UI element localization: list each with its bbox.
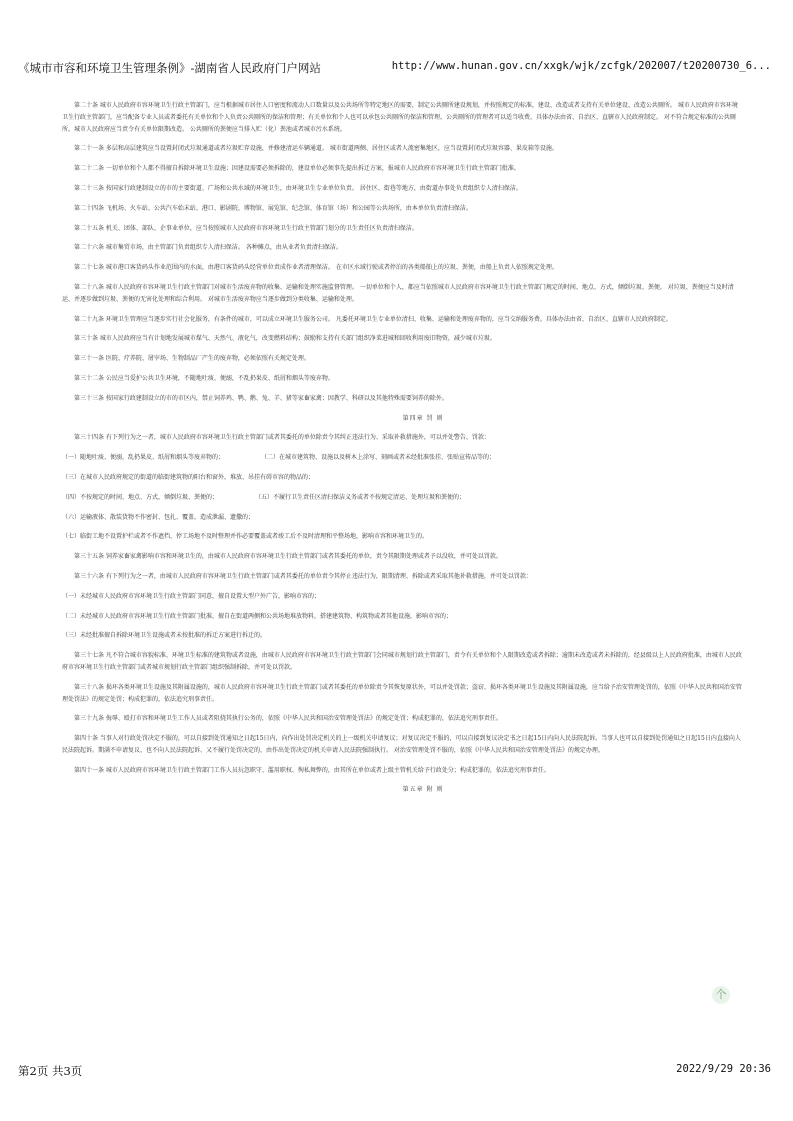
article-34-item-4: （四）不按规定的时间、地点、方式，倾倒垃圾、粪便的； [62, 493, 219, 501]
article-27: 第二十七条 城市港口客货码头作业范围内的水面，由港口客货码头经营单位责成作业者清理保洁。 在市区水域行驶或者停泊的各类船舶上的垃圾、粪便，由船上负责人依照规定处理。 [74, 264, 558, 272]
article-34-intro: 第三十四条 有下列行为之一者，城市人民政府市容环境卫生行政主管部门或者其委托的单位除责令其纠正违法行为、采取补救措施外，可以并处警告、罚款： [74, 434, 490, 442]
article-39: 第三十九条 侮辱、殴打市容和环境卫生工作人员或者阻挠其执行公务的，依照《中华人民共和国治安管理处罚法》的规定处罚；构成犯罪的，依法追究刑事责任。 [74, 715, 502, 723]
print-datetime: 2022/9/29 20:36 [676, 1063, 771, 1075]
article-22: 第二十二条 一切单位和个人都不得擅自拆除环境卫生设施；因建设需要必须拆除的，建设单位必须事先提出拆迁方案，报城市人民政府市容环境卫生行政主管部门批准。 [74, 165, 520, 173]
article-33: 第三十三条 按国家行政建制设立的市的市区内，禁止饲养鸡、鸭、鹅、兔、羊、猪等家畜家禽；因教学、科研以及其他特殊需要饲养的除外。 [74, 394, 448, 402]
regulation-body [62, 100, 742, 796]
article-37: 第三十七条 凡不符合城市容貌标准、环境卫生标准的建筑物或者设施，由城市人民政府市容环境卫生行政主管部门会同城市规划行政主管部门，责令有关单位和个人限期改造或者拆除；逾期未改造或者未拆除的，经县级以上人民政府批准，由城市人民政府市容环境卫生行政主管部门或者城市规划行政主管部门组织强制拆除，并可处以罚款。 [62, 652, 742, 671]
article-34-item-2: （二）在城市建筑物、设施以及树木上涂写、刻画或者未经批准张挂、张贴宣传品等的； [264, 454, 496, 462]
article-30: 第三十条 城市人民政府应当有计划地发展城市煤气、天然气、液化气，改变燃料结构；鼓励和支持有关部门组织净菜进城和回收利用废旧物资，减少城市垃圾。 [74, 335, 496, 343]
page-header-title: 《城市市容和环境卫生管理条例》-湖南省人民政府门户网站 [18, 61, 321, 75]
article-32: 第三十二条 公民应当爱护公共卫生环境，不随地吐痰、便溺，不乱扔果皮、纸屑和烟头等废弃物。 [74, 374, 334, 382]
article-36-item-1: （一）未经城市人民政府市容环境卫生行政主管部门同意，擅自设置大型户外广告，影响市容的； [62, 592, 321, 600]
article-41: 第四十一条 城市人民政府市容环境卫生行政主管部门工作人员玩忽职守、滥用职权、徇私舞弊的，由其所在单位或者上级主管机关给予行政处分；构成犯罪的，依法追究刑事责任。 [74, 766, 550, 774]
article-28: 第二十八条 城市人民政府市容环境卫生行政主管部门对城市生活废弃物的收集、运输和处理实施监督管理。 一切单位和个人，都应当依照城市人民政府市容环境卫生行政主管部门规定的时间、地点、方式，倾倒垃圾、粪便。 对垃圾、粪便应当及时清运，并逐步做到垃圾、粪便的无害化处理和综合利用。 对城市生活废弃物应当逐步做到分类收集、运输和处理。 [62, 283, 734, 303]
article-34-item-7: （七）临街工地不设置护栏或者不作遮挡、停工场地不及时整理并作必要覆盖或者竣工后不及时清理和平整场地，影响市容和环境卫生的。 [62, 533, 429, 541]
article-31: 第三十一条 医院、疗养院、屠宰场、生物制品厂产生的废弃物，必须依照有关规定处理。 [74, 355, 310, 363]
article-36-item-2: （二）未经城市人民政府市容环境卫生行政主管部门批准，擅自在街道两侧和公共场地堆放物料，搭建建筑物、构筑物或者其他设施，影响市容的； [62, 612, 453, 620]
article-34-items-4-5 [62, 492, 742, 504]
page-number: 第2页 共3页 [18, 1064, 83, 1078]
article-34-items-1-2 [62, 452, 742, 464]
article-34-item-5: （五）不履行卫生责任区清扫保洁义务或者不按规定清运、处理垃圾和粪便的； [258, 493, 466, 501]
article-34-item-1: （一）随地吐痰、便溺，乱扔果皮、纸屑和烟头等废弃物的； [62, 454, 225, 462]
article-24: 第二十四条 飞机场、火车站、公共汽车始末站、港口、影剧院、博物馆、展览馆、纪念馆、体育馆（场）和公园等公共场所，由本单位负责清扫保洁。 [74, 204, 472, 212]
chapter-4-heading: 第四章 罚 则 [402, 414, 444, 422]
article-29: 第二十九条 环境卫生管理应当逐步实行社会化服务，有条件的城市，可以成立环境卫生服务公司。 凡委托环境卫生专业单位清扫、收集、运输和处理废弃物的，应当交纳服务费。具体办法由省、自治区、直辖市人民政府制定。 [74, 315, 672, 323]
article-34-item-6: （六）运输液体、散装货物不作密封、包扎、覆盖，造成泄漏、遗撒的； [62, 513, 255, 521]
chapter-5-heading: 第五章 附 则 [402, 786, 444, 794]
article-36-intro: 第三十六条 有下列行为之一者，由城市人民政府市容环境卫生行政主管部门或者其委托的单位责令其停止违法行为，限期清理、拆除或者采取其他补救措施，并可处以罚款： [74, 572, 532, 580]
article-26: 第二十六条 城市集贸市场，由主管部门负责组织专人清扫保洁。 各种摊点，由从业者负责清扫保洁。 [74, 244, 342, 252]
article-38: 第三十八条 损坏各类环境卫生设施及其附属设施的，城市人民政府市容环境卫生行政主管部门或者其委托的单位除责令其恢复原状外，可以并处罚款；盗窃、损坏各类环境卫生设施及其附属设施，应当给予治安管理处罚的，依照《中华人民共和国治安管理处罚法》的规定处罚；构成犯罪的，依法追究刑事责任。 [62, 683, 742, 703]
page-header-url[interactable]: http://www.hunan.gov.cn/xxgk/wjk/zcfgk/202007/t20200730_6... [391, 60, 771, 72]
scroll-top-icon[interactable]: 个 [712, 986, 730, 1004]
article-20: 第二十条 城市人民政府市容环境卫生行政主管部门，应当根据城市居住人口密度和流动人口数量以及公共场所等特定地区的需要，制定公共厕所建设规划，并按照规定的标准，建设、改造或者支持有关单位建设、改造公共厕所。 城市人民政府市容环境卫生行政主管部门，应当配备专业人员或者委托有关单位和个人负责公共厕所的保洁和管理；有关单位和个人也可以承包公共厕所的保洁和管理。公共厕所的管理者可以适当收费，具体办法由省、自治区、直辖市人民政府制定。 对不符合规定标准的公共厕所，城市人民政府应当责令有关单位限期改造。 公共厕所的粪便应当排入贮（化）粪池或者城市污水系统。 [62, 102, 738, 133]
article-21: 第二十一条 多层和高层建筑应当设置封闭式垃圾通道或者垃圾贮存设施，并修建清运车辆通道。 城市街道两侧、居住区或者人流密集地区，应当设置封闭式垃圾容器、果皮箱等设施。 [74, 145, 558, 153]
article-25: 第二十五条 机关、团体、部队、企事业单位，应当按照城市人民政府市容环境卫生行政主管部门划分的卫生责任区负责清扫保洁。 [74, 224, 418, 232]
article-23: 第二十三条 按国家行政建制设立的市的主要街道、广场和公共水域的环境卫生，由环境卫生专业单位负责。 居住区、街巷等地方，由街道办事处负责组织专人清扫保洁。 [74, 184, 522, 192]
article-40: 第四十条 当事人对行政处罚决定不服的，可以自接到处罚通知之日起15日内，向作出处罚决定机关的上一级机关申请复议；对复议决定不服的，可以自接到复议决定书之日起15日内向人民法院起诉。当事人也可以自接到处罚通知之日起15日内直接向人民法院起诉。期满不申请复议、也不向人民法院起诉、又不履行处罚决定的，由作出处罚决定的机关申请人民法院强制执行。 对治安管理处罚不服的，依照《中华人民共和国治安管理处罚法》的规定办理。 [62, 735, 741, 754]
article-35: 第三十五条 饲养家畜家禽影响市容和环境卫生的，由城市人民政府市容环境卫生行政主管部门或者其委托的单位，责令其限期处理或者予以没收，并可处以罚款。 [74, 553, 502, 561]
article-36-item-3: （三）未经批准擅自拆除环境卫生设施或者未按批准的拆迁方案进行拆迁的。 [62, 632, 267, 640]
article-34-item-3: （三）在城市人民政府规定的街道的临街建筑物的阳台和窗外，堆放、吊挂有碍市容的物品的； [62, 473, 315, 481]
